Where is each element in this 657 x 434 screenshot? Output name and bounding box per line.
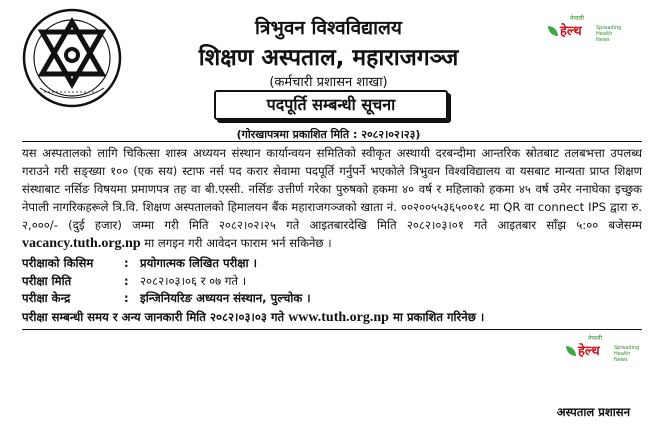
signature: अस्पताल प्रशासन [556,405,630,419]
watermark-small-text: नेपाली [570,15,584,22]
schedule-text-before: परीक्षा सम्बन्धी समय र अन्य जानकारी मिति २०८२।०३।०३ गते [22,309,289,324]
watermark-small-text-lower: नेपाली [588,335,602,342]
exam-date-value: २०८२।०३।०६ र ०७ गते । [140,273,247,288]
paragraph-end: मा लगइन गरी आवेदन फाराम भर्न सकिनेछ । [140,236,332,250]
health-news-watermark-lower [566,335,640,363]
exam-date-separator: : [124,273,129,288]
watermark-tagline-lower: Spreading Health News [614,345,640,363]
section-name: (कर्मचारी प्रशासन शाखा) [269,75,388,90]
exam-type-separator: : [124,256,129,270]
exam-details [22,255,642,308]
exam-type-row [22,255,642,273]
vacancy-website-link[interactable]: vacancy.tuth.org.np [22,236,141,251]
paragraph-text: यस अस्पतालको लागि चिकित्सा शास्त्र अध्ययन संस्थान कार्यान्वयन समितिको स्वीकृत अस्थायी दरबन्दीमा आन्तरिक स्रोतबाट तलबभत्ता उपलब्ध गराउने गरी सङ्ख्या १०० (एक सय) स्टाफ नर्स पद करार सेवामा पदपूर्ति गर्नुपर्ने भएकोले त्रिभुवन विश्वविद्यालय वा यसबाट मान्यता प्राप्त शिक्षण संस्थाबाट नर्सिङ विषयमा प्रमाणपत्र तह वा बी.एस्सी. नर्सिङ उत्तीर्ण गरेका पुरुषको हकमा ४० वर्ष र महिलाको हकमा ४५ वर्ष उमेर ननाघेका इच्छुक नेपाली नागरिकहरूले त्रि.वि. शिक्षण अस्पतालको हिमालयन बैंक महाराजगञ्जको खाता नं. ००२००५५३६५००१८ मा QR वा connect IPS द्वारा रु. २,०००/- (दुई हजार) जम्मा गरी मिति २०८२।०२।२५ गते आइतबारदेखि मिति २०८२।०३।०१ गते आइतबार साँझ ५:०० बजेसम्म [22,146,642,232]
watermark-brand-lower: हेल्थ [578,344,600,359]
schedule-notice [22,308,642,327]
schedule-text-after: मा प्रकाशित गरिनेछ । [388,309,485,324]
tuth-website-link[interactable]: www.tuth.org.np [288,309,389,325]
university-name: त्रिभुवन विश्वविद्यालय [255,17,402,39]
notice-paragraph [22,144,642,253]
hospital-name: शिक्षण अस्पताल, महाराजगञ्ज [198,45,459,71]
exam-type-label: परीक्षाको किसिम [22,256,94,270]
leaf-icon [566,346,576,356]
exam-type-value: प्रयोगात्मक लिखित परीक्षा । [140,256,258,270]
watermark-tagline: Spreading Health News [596,25,622,43]
exam-center-label: परीक्षा केन्द्र [22,291,71,305]
publication-date: (गोरखापत्रमा प्रकाशित मिति : २०८२।०२।२३) [236,128,421,141]
notice-body [22,141,642,330]
exam-date-row [22,273,642,291]
exam-center-value: इन्जिनियरिङ अध्ययन संस्थान, पुल्चोक । [140,291,311,305]
watermark-brand: हेल्थ [560,24,582,39]
exam-center-separator: : [124,291,129,305]
notice-title: पदपूर्ति सम्बन्धी सूचना [214,90,448,120]
exam-center-row [22,290,642,308]
exam-date-label: परीक्षा मिति [22,273,72,288]
divider [22,329,642,330]
